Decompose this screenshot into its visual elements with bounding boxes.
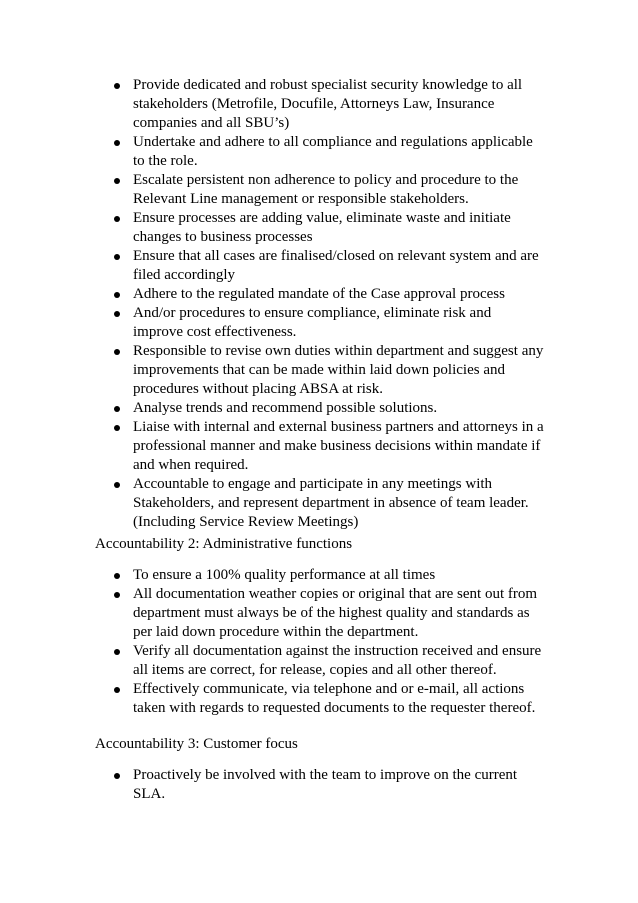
list-item	[0, 133, 638, 171]
bullet-icon	[114, 216, 120, 222]
bullet-icon	[114, 311, 120, 317]
accountability-2-list	[0, 566, 638, 718]
bullet-icon	[114, 425, 120, 431]
bullet-icon	[114, 649, 120, 655]
list-item-text: Adhere to the regulated mandate of the Case approval process	[133, 286, 505, 302]
list-item	[0, 399, 638, 418]
accountability-1-list	[0, 76, 638, 532]
bullet-icon	[114, 573, 120, 579]
list-item-text: All documentation weather copies or original that are sent out from department must always be of the highest quality and standards as per laid down procedure within the department.	[133, 586, 538, 640]
list-item	[0, 475, 638, 532]
bullet-icon	[114, 592, 120, 598]
list-item	[0, 285, 638, 304]
list-item	[0, 680, 638, 718]
list-item	[0, 418, 638, 475]
list-item-text: Responsible to revise own duties within department and suggest any improvements that can be made within laid down policies and procedures without placing ABSA at risk.	[133, 343, 544, 397]
list-item-text: And/or procedures to ensure compliance, eliminate risk and improve cost effectiveness.	[133, 305, 492, 340]
list-item-text: Effectively communicate, via telephone and or e-mail, all actions taken with regards to requested documents to the requester thereof.	[133, 681, 536, 716]
list-item-text: Verify all documentation against the instruction received and ensure all items are correct, for release, copies and all other thereof.	[133, 643, 542, 678]
list-item-text: Ensure processes are adding value, eliminate waste and initiate changes to business processes	[133, 210, 511, 245]
list-item	[0, 209, 638, 247]
bullet-icon	[114, 140, 120, 146]
list-item	[0, 247, 638, 285]
bullet-icon	[114, 178, 120, 184]
bullet-icon	[114, 83, 120, 89]
list-item-text: Accountable to engage and participate in any meetings with Stakeholders, and represent department in absence of team leader. (Including Service Review Meetings)	[133, 476, 529, 530]
accountability-3-list	[0, 766, 638, 804]
list-item-text: Ensure that all cases are finalised/closed on relevant system and are filed accordingly	[133, 248, 539, 283]
list-item	[0, 304, 638, 342]
bullet-icon	[114, 687, 120, 693]
list-item-text: To ensure a 100% quality performance at all times	[133, 567, 436, 583]
list-item	[0, 566, 638, 585]
bullet-icon	[114, 349, 120, 355]
list-item	[0, 342, 638, 399]
bullet-icon	[114, 254, 120, 260]
list-item-text: Proactively be involved with the team to improve on the current SLA.	[133, 767, 518, 802]
list-item-text: Analyse trends and recommend possible solutions.	[133, 400, 438, 416]
list-item-text: Undertake and adhere to all compliance and regulations applicable to the role.	[133, 134, 533, 169]
list-item	[0, 642, 638, 680]
list-item	[0, 171, 638, 209]
list-item-text: Liaise with internal and external business partners and attorneys in a professional manner and make business decisions within mandate if and when required.	[133, 419, 544, 473]
bullet-icon	[114, 292, 120, 298]
list-item	[0, 766, 638, 804]
bullet-icon	[114, 773, 120, 779]
bullet-icon	[114, 482, 120, 488]
list-item-text: Escalate persistent non adherence to policy and procedure to the Relevant Line management or responsible stakeholders.	[133, 172, 519, 207]
list-item-text: Provide dedicated and robust specialist security knowledge to all stakeholders (Metrofile, Docufile, Attorneys Law, Insurance companies and all SBU’s)	[133, 77, 523, 131]
bullet-icon	[114, 406, 120, 412]
list-item	[0, 585, 638, 642]
section-heading-accountability-3: Accountability 3: Customer focus	[95, 736, 298, 752]
section-heading-accountability-2: Accountability 2: Administrative functions	[95, 536, 353, 552]
list-item	[0, 76, 638, 133]
